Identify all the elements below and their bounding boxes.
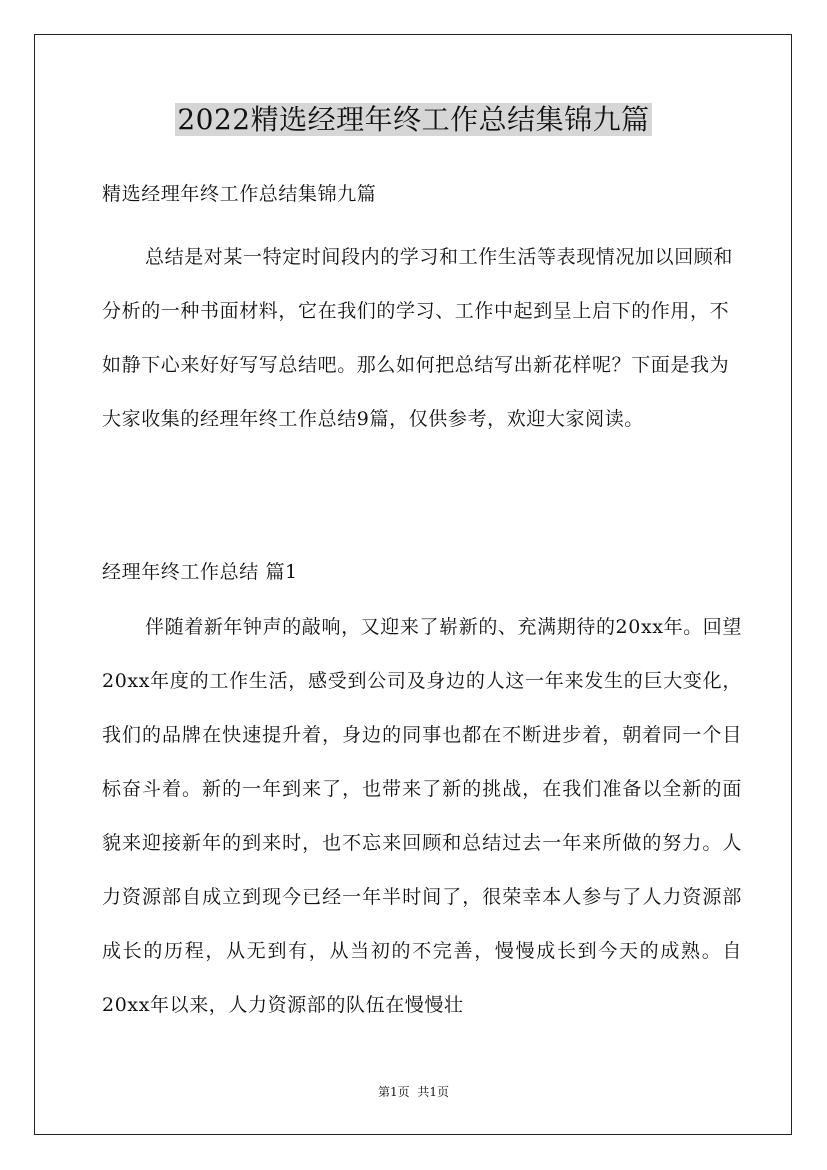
page-number-current: 第1页 bbox=[377, 1085, 410, 1099]
document-title-text: 2022精选经理年终工作总结集锦九篇 bbox=[177, 103, 650, 136]
document-title bbox=[0, 100, 827, 140]
intro-paragraph: 总结是对某一特定时间段内的学习和工作生活等表现情况加以回顾和分析的一种书面材料，它在我们的学习、工作中起到呈上启下的作用，不如静下心来好好写写总结吧。那么如何把总结写出新花样呢？下面是我为大家收集的经理年终工作总结9篇，仅供参考，欢迎大家阅读。 bbox=[102, 246, 734, 430]
page-number-total: 共1页 bbox=[417, 1085, 450, 1099]
page-footer bbox=[0, 1083, 827, 1101]
section-body-paragraph: 伴随着新年钟声的敲响，又迎来了崭新的、充满期待的20xx年。回望20xx年度的工作生活，感受到公司及身边的人这一年来发生的巨大变化，我们的品牌在快速提升着，身边的同事也都在不断进步着，朝着同一个目标奋斗着。新的一年到来了，也带来了新的挑战，在我们准备以全新的面貌来迎接新年的到来时，也不忘来回顾和总结过去一年来所做的努力。人力资源部自成立到现今已经一年半时间了，很荣幸本人参与了人力资源部成长的历程，从无到有，从当初的不完善，慢慢成长到今天的成熟。自20xx年以来，人力资源部的队伍在慢慢壮 bbox=[102, 616, 742, 1016]
document-subtitle: 精选经理年终工作总结集锦九篇 bbox=[102, 183, 377, 205]
section-heading: 经理年终工作总结 篇1 bbox=[102, 561, 298, 583]
